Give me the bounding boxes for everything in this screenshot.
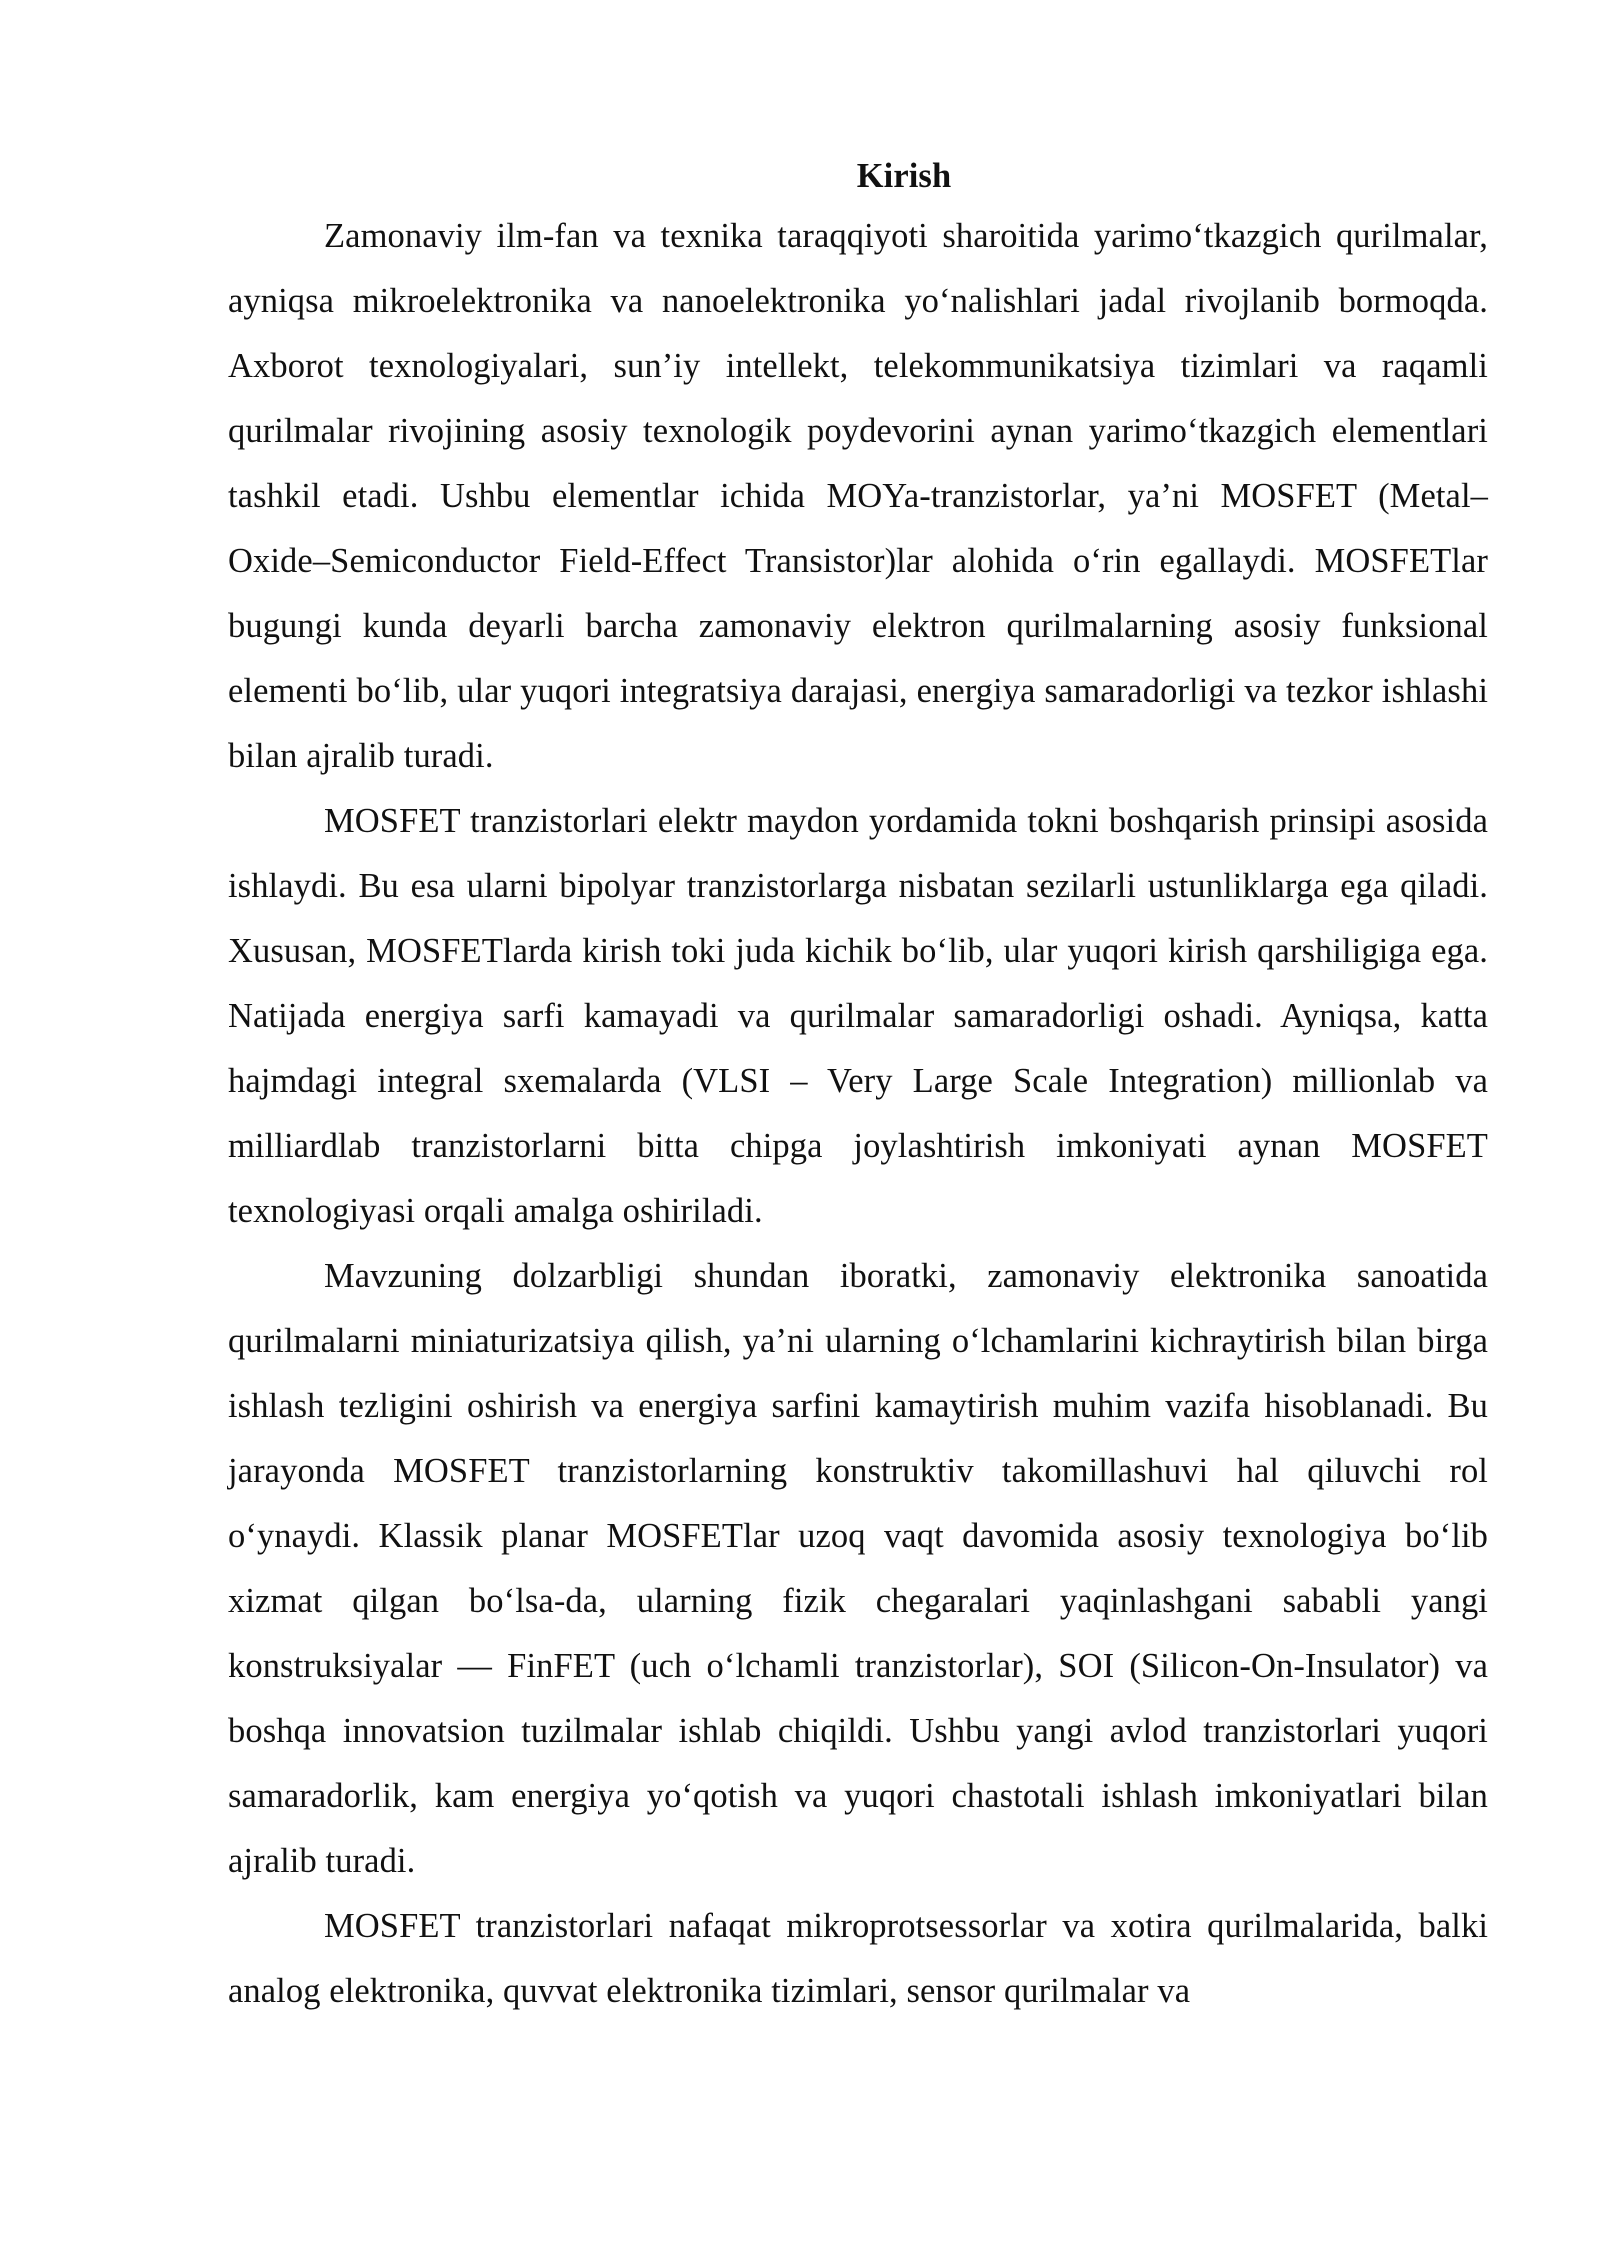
paragraph-2: MOSFET tranzistorlari elektr maydon yordamida tokni boshqarish prinsipi asosida ishlaydi. Bu esa ularni bipolyar tranzistorlarga nisbatan sezilarli ustunliklarga ega qiladi. Xususan, MOSFETlarda kirish toki juda kichik bo‘lib, ular yuqori kirish qarshiligiga ega. Natijada energiya sarfi kamayadi va qurilmalar samaradorligi oshadi. Ayniqsa, katta hajmdagi integral sxemalarda (VLSI – Very Large Scale Integration) millionlab va milliardlab tranzistorlarni bitta chipga joylashtirish imkoniyati aynan MOSFET texnologiyasi orqali amalga oshiriladi. [228,802,1488,1230]
paragraph-4: MOSFET tranzistorlari nafaqat mikroprotsessorlar va xotira qurilmalarida, balki analog elektronika, quvvat elektronika tizimlari, sensor qurilmalar va [228,1907,1488,2010]
paragraph-1: Zamonaviy ilm-fan va texnika taraqqiyoti sharoitida yarimo‘tkazgich qurilmalar, ayniqsa mikroelektronika va nanoelektronika yo‘nalishlari jadal rivojlanib bormoqda. Axborot texnologiyalari, sun’iy intellekt, telekommunikatsiya tizimlari va raqamli qurilmalar rivojining asosiy texnologik poydevorini aynan yarimo‘tkazgich elementlari tashkil etadi. Ushbu elementlar ichida MOYa-tranzistorlar, ya’ni MOSFET (Metal–Oxide–Semiconductor Field-Effect Transistor)lar alohida o‘rin egallaydi. MOSFETlar bugungi kunda deyarli barcha zamonaviy elektron qurilmalarning asosiy funksional elementi bo‘lib, ular yuqori integratsiya darajasi, energiya samaradorligi va tezkor ishlashi bilan ajralib turadi. [228,217,1488,775]
document-body [228,148,1488,2024]
section-heading: Kirish [856,157,952,195]
paragraph-3: Mavzuning dolzarbligi shundan iboratki, zamonaviy elektronika sanoatida qurilmalarni miniaturizatsiya qilish, ya’ni ularning o‘lchamlarini kichraytirish bilan birga ishlash tezligini oshirish va energiya sarfini kamaytirish muhim vazifa hisoblanadi. Bu jarayonda MOSFET tranzistorlarning konstruktiv takomillashuvi hal qiluvchi rol o‘ynaydi. Klassik planar MOSFETlar uzoq vaqt davomida asosiy texnologiya bo‘lib xizmat qilgan bo‘lsa-da, ularning fizik chegaralari yaqinlashgani sababli yangi konstruksiyalar — FinFET (uch o‘lchamli tranzistorlar), SOI (Silicon-On-Insulator) va boshqa innovatsion tuzilmalar ishlab chiqildi. Ushbu yangi avlod tranzistorlari yuqori samaradorlik, kam energiya yo‘qotish va yuqori chastotali ishlash imkoniyatlari bilan ajralib turadi. [228,1257,1488,1880]
